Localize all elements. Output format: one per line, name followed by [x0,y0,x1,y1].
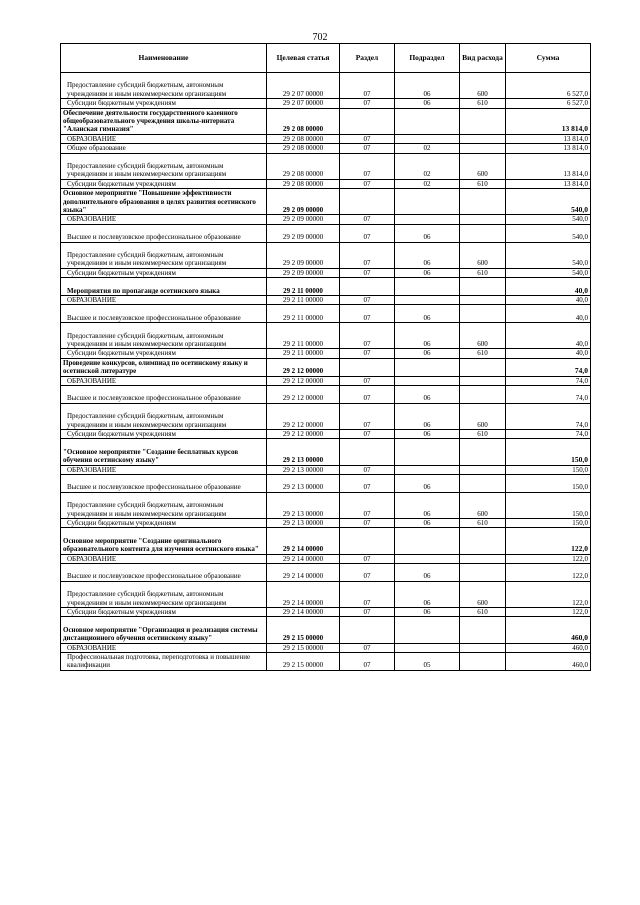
budget-table [60,43,591,671]
row-section [340,108,395,134]
row-expense-type [460,554,506,563]
row-target-article: 29 2 11 00000 [267,305,340,323]
row-section [340,439,395,465]
row-expense-type: 610 [460,608,506,617]
row-expense-type [460,224,506,242]
row-sum: 13 814,0 [506,153,591,179]
row-subsection: 06 [395,268,460,277]
row-expense-type: 610 [460,519,506,528]
table-header-row [61,44,591,73]
row-name: ОБРАЗОВАНИЕ [61,215,267,224]
table-row [61,519,591,528]
table-row [61,224,591,242]
row-subsection: 06 [395,403,460,429]
row-subsection: 06 [395,564,460,582]
row-section [340,358,395,376]
row-expense-type [460,358,506,376]
row-section: 07 [340,653,395,671]
row-target-article: 29 2 08 00000 [267,134,340,143]
table-row [61,386,591,404]
row-section: 07 [340,608,395,617]
table-row [61,242,591,268]
row-target-article: 29 2 13 00000 [267,475,340,493]
row-section: 07 [340,475,395,493]
row-name: Проведение конкурсов, олимпиад по осетинскому языку и осетинской литературе [61,358,267,376]
row-section: 07 [340,153,395,179]
row-name: ОБРАЗОВАНИЕ [61,134,267,143]
row-expense-type [460,144,506,153]
row-name: Основное мероприятие "Повышение эффективности дополнительного образования в целях развития осетинского языка" [61,189,267,215]
row-expense-type [460,528,506,554]
row-name: Предоставление субсидий бюджетным, автономным учреждениям и иным некоммерческим организациям [61,323,267,349]
row-target-article: 29 2 15 00000 [267,653,340,671]
row-name: Субсидии бюджетным учреждениям [61,519,267,528]
row-subsection: 06 [395,386,460,404]
table-row [61,376,591,385]
row-sum: 150,0 [506,439,591,465]
row-expense-type [460,465,506,474]
table-body [61,73,591,671]
row-subsection: 06 [395,73,460,99]
row-sum: 122,0 [506,581,591,607]
row-name: Основное мероприятие "Создание оригинального образовательного контента для изучения осетинского языка" [61,528,267,554]
row-name: Субсидии бюджетным учреждениям [61,349,267,358]
row-section [340,528,395,554]
row-name: Субсидии бюджетным учреждениям [61,608,267,617]
row-target-article: 29 2 13 00000 [267,519,340,528]
row-sum: 13 814,0 [506,108,591,134]
row-target-article: 29 2 14 00000 [267,528,340,554]
row-sum: 13 814,0 [506,179,591,188]
row-name: Субсидии бюджетным учреждениям [61,179,267,188]
row-target-article: 29 2 09 00000 [267,224,340,242]
row-target-article: 29 2 15 00000 [267,617,340,643]
row-sum: 150,0 [506,475,591,493]
row-subsection [395,439,460,465]
row-name: Основное мероприятие "Организация и реализация системы дистанционного обучения осетинскому языку" [61,617,267,643]
row-section: 07 [340,144,395,153]
row-target-article: 29 2 09 00000 [267,268,340,277]
table-row [61,305,591,323]
row-section: 07 [340,349,395,358]
row-expense-type [460,189,506,215]
row-sum: 13 814,0 [506,134,591,143]
row-sum: 540,0 [506,268,591,277]
row-name: Высшее и послевузовское профессиональное образование [61,564,267,582]
row-expense-type [460,617,506,643]
row-target-article: 29 2 12 00000 [267,386,340,404]
table-row [61,268,591,277]
row-section [340,278,395,296]
row-subsection: 06 [395,519,460,528]
row-subsection [395,643,460,652]
row-expense-type: 610 [460,179,506,188]
row-name: Высшее и послевузовское профессиональное образование [61,386,267,404]
row-section: 07 [340,519,395,528]
row-subsection: 06 [395,608,460,617]
row-subsection [395,376,460,385]
row-expense-type: 610 [460,430,506,439]
row-name: ОБРАЗОВАНИЕ [61,554,267,563]
row-subsection: 06 [395,99,460,108]
row-section: 07 [340,564,395,582]
table-row [61,73,591,99]
row-target-article: 29 2 14 00000 [267,564,340,582]
row-name: Высшее и послевузовское профессиональное образование [61,305,267,323]
row-sum: 74,0 [506,386,591,404]
row-name: Предоставление субсидий бюджетным, автономным учреждениям и иным некоммерческим организациям [61,153,267,179]
header-expense-type: Вид расхода [460,44,506,73]
row-section: 07 [340,465,395,474]
table-row [61,179,591,188]
table-row [61,358,591,376]
row-name: Предоставление субсидий бюджетным, автономным учреждениям и иным некоммерческим организациям [61,492,267,518]
table-row [61,653,591,671]
row-sum: 74,0 [506,403,591,429]
row-target-article: 29 2 11 00000 [267,323,340,349]
row-sum: 122,0 [506,608,591,617]
row-target-article: 29 2 13 00000 [267,465,340,474]
table-row [61,581,591,607]
row-subsection: 06 [395,323,460,349]
row-expense-type: 610 [460,268,506,277]
row-name: Мероприятия по пропаганде осетинского языка [61,278,267,296]
table-row [61,278,591,296]
row-section: 07 [340,581,395,607]
row-sum: 122,0 [506,564,591,582]
table-row [61,564,591,582]
row-section: 07 [340,643,395,652]
row-sum: 40,0 [506,278,591,296]
row-subsection [395,358,460,376]
row-subsection [395,189,460,215]
row-section: 07 [340,376,395,385]
row-expense-type [460,305,506,323]
row-section: 07 [340,323,395,349]
row-section: 07 [340,224,395,242]
row-sum: 150,0 [506,519,591,528]
table-row [61,349,591,358]
row-target-article: 29 2 15 00000 [267,643,340,652]
table-row [61,465,591,474]
row-name: Высшее и послевузовское профессиональное образование [61,224,267,242]
row-section: 07 [340,403,395,429]
row-expense-type [460,643,506,652]
row-section: 07 [340,134,395,143]
row-subsection: 06 [395,492,460,518]
row-target-article: 29 2 12 00000 [267,403,340,429]
row-expense-type [460,376,506,385]
row-sum: 13 814,0 [506,144,591,153]
row-expense-type [460,278,506,296]
table-row [61,554,591,563]
row-target-article: 29 2 12 00000 [267,376,340,385]
row-name: Предоставление субсидий бюджетным, автономным учреждениям и иным некоммерческим организациям [61,581,267,607]
row-expense-type: 610 [460,349,506,358]
row-name: ОБРАЗОВАНИЕ [61,296,267,305]
table-row [61,643,591,652]
table-row [61,492,591,518]
row-section: 07 [340,305,395,323]
table-row [61,144,591,153]
row-subsection [395,465,460,474]
row-sum: 460,0 [506,643,591,652]
row-expense-type: 600 [460,581,506,607]
row-expense-type: 600 [460,403,506,429]
table-row [61,153,591,179]
header-target-article: Целевая статья [267,44,340,73]
header-sum: Сумма [506,44,591,73]
row-expense-type [460,108,506,134]
row-target-article: 29 2 14 00000 [267,608,340,617]
row-section: 07 [340,268,395,277]
row-target-article: 29 2 14 00000 [267,581,340,607]
row-name: Предоставление субсидий бюджетным, автономным учреждениям и иным некоммерческим организациям [61,403,267,429]
row-name: ОБРАЗОВАНИЕ [61,643,267,652]
row-sum: 74,0 [506,430,591,439]
row-sum: 540,0 [506,189,591,215]
row-section: 07 [340,554,395,563]
row-expense-type [460,653,506,671]
row-subsection [395,108,460,134]
header-subsection: Подраздел [395,44,460,73]
row-target-article: 29 2 11 00000 [267,349,340,358]
row-target-article: 29 2 09 00000 [267,189,340,215]
row-sum: 122,0 [506,528,591,554]
row-expense-type: 600 [460,73,506,99]
row-name: "Основное мероприятие "Создание бесплатных курсов обучения осетинскому языку" [61,439,267,465]
row-section: 07 [340,296,395,305]
row-subsection: 06 [395,242,460,268]
row-sum: 40,0 [506,323,591,349]
table-row [61,403,591,429]
row-name: Общее образование [61,144,267,153]
row-target-article: 29 2 12 00000 [267,430,340,439]
row-section [340,189,395,215]
row-target-article: 29 2 12 00000 [267,358,340,376]
row-subsection [395,617,460,643]
row-expense-type: 600 [460,153,506,179]
row-sum: 40,0 [506,305,591,323]
row-sum: 460,0 [506,653,591,671]
row-sum: 40,0 [506,349,591,358]
row-section: 07 [340,73,395,99]
row-expense-type [460,296,506,305]
row-name: Субсидии бюджетным учреждениям [61,99,267,108]
table-row [61,323,591,349]
header-name: Наименование [61,44,267,73]
row-section: 07 [340,215,395,224]
table-row [61,215,591,224]
table-row [61,296,591,305]
row-expense-type [460,475,506,493]
row-subsection: 06 [395,224,460,242]
row-sum: 150,0 [506,492,591,518]
row-section: 07 [340,99,395,108]
row-name: Профессиональная подготовка, переподготовка и повышение квалификации [61,653,267,671]
row-expense-type: 600 [460,242,506,268]
row-name: Предоставление субсидий бюджетным, автономным учреждениям и иным некоммерческим организациям [61,242,267,268]
row-sum: 122,0 [506,554,591,563]
row-name: ОБРАЗОВАНИЕ [61,376,267,385]
row-subsection: 06 [395,349,460,358]
row-target-article: 29 2 13 00000 [267,439,340,465]
row-expense-type [460,386,506,404]
table-row [61,439,591,465]
row-target-article: 29 2 09 00000 [267,242,340,268]
row-name: Субсидии бюджетным учреждениям [61,268,267,277]
row-subsection: 06 [395,475,460,493]
row-sum: 74,0 [506,358,591,376]
row-subsection [395,554,460,563]
row-target-article: 29 2 08 00000 [267,153,340,179]
row-name: ОБРАЗОВАНИЕ [61,465,267,474]
row-sum: 460,0 [506,617,591,643]
row-subsection [395,134,460,143]
row-subsection [395,278,460,296]
row-target-article: 29 2 11 00000 [267,278,340,296]
row-target-article: 29 2 13 00000 [267,492,340,518]
row-expense-type [460,439,506,465]
row-target-article: 29 2 14 00000 [267,554,340,563]
row-target-article: 29 2 07 00000 [267,73,340,99]
row-sum: 540,0 [506,215,591,224]
table-row [61,134,591,143]
row-target-article: 29 2 08 00000 [267,144,340,153]
row-expense-type [460,134,506,143]
row-sum: 40,0 [506,296,591,305]
row-sum: 540,0 [506,224,591,242]
table-row [61,475,591,493]
table-row [61,528,591,554]
row-sum: 150,0 [506,465,591,474]
row-expense-type [460,215,506,224]
row-target-article: 29 2 08 00000 [267,179,340,188]
row-sum: 6 527,0 [506,99,591,108]
row-subsection: 02 [395,144,460,153]
row-target-article: 29 2 11 00000 [267,296,340,305]
row-subsection: 06 [395,305,460,323]
row-subsection [395,528,460,554]
row-section: 07 [340,492,395,518]
table-row [61,108,591,134]
table-row [61,430,591,439]
row-name: Высшее и послевузовское профессиональное образование [61,475,267,493]
row-expense-type: 610 [460,99,506,108]
row-target-article: 29 2 07 00000 [267,99,340,108]
row-sum: 540,0 [506,242,591,268]
row-subsection [395,296,460,305]
row-target-article: 29 2 09 00000 [267,215,340,224]
row-section: 07 [340,242,395,268]
row-section: 07 [340,430,395,439]
page-number: 702 [312,32,328,43]
table-row [61,189,591,215]
row-subsection [395,215,460,224]
row-subsection: 05 [395,653,460,671]
table-row [61,608,591,617]
table-row [61,617,591,643]
row-sum: 74,0 [506,376,591,385]
table-row [61,99,591,108]
row-subsection: 02 [395,179,460,188]
row-expense-type: 600 [460,323,506,349]
row-target-article: 29 2 08 00000 [267,108,340,134]
row-sum: 6 527,0 [506,73,591,99]
row-subsection: 02 [395,153,460,179]
row-subsection: 06 [395,581,460,607]
row-expense-type: 600 [460,492,506,518]
header-section: Раздел [340,44,395,73]
row-expense-type [460,564,506,582]
row-subsection: 06 [395,430,460,439]
row-section: 07 [340,179,395,188]
row-section: 07 [340,386,395,404]
row-name: Обеспечение деятельности государственного казенного общеобразовательного учреждения школы-интерната "Аланская гимназия" [61,108,267,134]
row-name: Предоставление субсидий бюджетным, автономным учреждениям и иным некоммерческим организациям [61,73,267,99]
row-section [340,617,395,643]
row-name: Субсидии бюджетным учреждениям [61,430,267,439]
